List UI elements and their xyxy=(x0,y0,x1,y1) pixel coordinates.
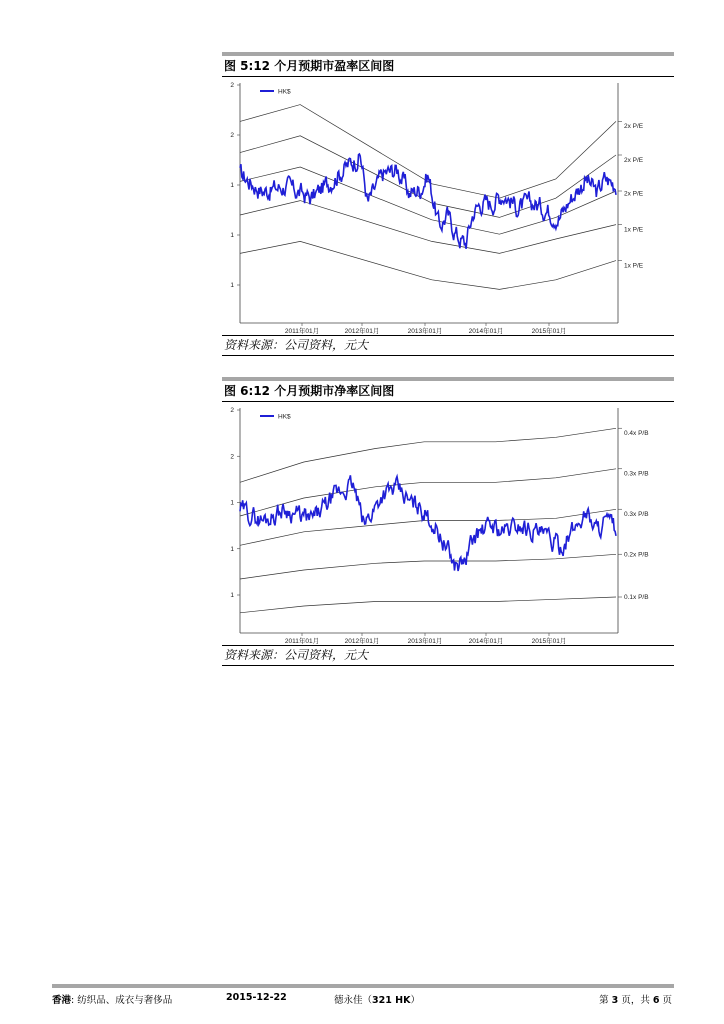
legend-label: HK$ xyxy=(278,88,291,96)
band-line xyxy=(240,554,616,579)
x-tick-label: 2011年01月 xyxy=(284,638,320,645)
band-line xyxy=(240,597,616,613)
band-label: 0.3x P/B xyxy=(624,510,649,518)
footer-company-name: 德永佳（ xyxy=(334,995,373,1006)
footer-sector xyxy=(52,992,172,1006)
band-label: 2x P/E xyxy=(624,190,644,198)
y-tick-label: 1 xyxy=(230,545,234,553)
figure-pe-band xyxy=(222,52,674,356)
x-tick-label: 2015年01月 xyxy=(531,328,567,335)
x-tick-label: 2013年01月 xyxy=(407,328,443,335)
band-label: 1x P/E xyxy=(624,226,644,234)
figure-title: 图 5:12 个月预期市盈率区间图 xyxy=(222,56,674,77)
band-line xyxy=(240,105,616,199)
band-label: 0.4x P/B xyxy=(624,429,649,437)
figure-source: 资料来源：公司资料，元大 xyxy=(222,645,674,666)
x-tick-label: 2011年01月 xyxy=(284,328,320,335)
y-tick-label: 1 xyxy=(230,282,234,289)
band-label: 0.2x P/B xyxy=(624,551,649,559)
footer-company xyxy=(334,992,420,1006)
footer-date: 2015-12-22 xyxy=(226,992,287,1003)
x-tick-label: 2014年01月 xyxy=(468,328,504,335)
band-label: 1x P/E xyxy=(624,262,644,270)
y-tick-label: 1 xyxy=(230,592,234,599)
footer-sector-prefix: 香港 xyxy=(52,995,72,1006)
pb-band-chart xyxy=(222,402,674,645)
band-label: 2x P/E xyxy=(624,123,644,131)
y-tick-label: 1 xyxy=(230,499,234,507)
footer-company-close: ） xyxy=(410,995,420,1006)
y-tick-label: 2 xyxy=(230,82,234,89)
y-tick-label: 2 xyxy=(230,453,234,461)
pe-band-chart xyxy=(222,77,674,335)
x-tick-label: 2012年01月 xyxy=(344,328,380,335)
footer-page-suffix: 页 xyxy=(659,995,672,1006)
y-tick-label: 2 xyxy=(230,132,234,139)
pb-band-chart-svg xyxy=(222,402,674,645)
x-tick-label: 2012年01月 xyxy=(344,638,380,645)
figure-source: 资料来源：公司资料，元大 xyxy=(222,335,674,356)
footer-rule xyxy=(52,984,674,988)
figure-title: 图 6:12 个月预期市净率区间图 xyxy=(222,381,674,402)
band-label: 0.3x P/B xyxy=(624,470,649,478)
band-line xyxy=(240,241,616,289)
footer-ticker: 321 HK xyxy=(372,995,411,1006)
band-label: 0.1x P/B xyxy=(624,594,649,601)
x-tick-label: 2014年01月 xyxy=(468,638,504,645)
band-line xyxy=(240,201,616,254)
pe-band-chart-svg xyxy=(222,77,674,335)
y-tick-label: 1 xyxy=(230,232,234,239)
footer-page-number xyxy=(599,992,672,1006)
footer-page-current: 3 xyxy=(611,995,619,1006)
footer-page-total: 6 xyxy=(652,995,660,1006)
footer-page-mid: 页，共 xyxy=(618,995,653,1006)
figure-pb-band xyxy=(222,377,674,666)
footer-page-prefix: 第 xyxy=(599,995,612,1006)
price-line xyxy=(240,475,616,571)
band-label: 2x P/E xyxy=(624,156,644,164)
y-tick-label: 1 xyxy=(230,182,234,189)
footer-sector-rest: : 纺织品、成衣与奢侈品 xyxy=(71,995,173,1006)
x-tick-label: 2013年01月 xyxy=(407,638,443,645)
x-tick-label: 2015年01月 xyxy=(531,638,567,645)
y-tick-label: 2 xyxy=(230,407,234,414)
band-line xyxy=(240,428,616,482)
legend-label: HK$ xyxy=(278,413,291,421)
